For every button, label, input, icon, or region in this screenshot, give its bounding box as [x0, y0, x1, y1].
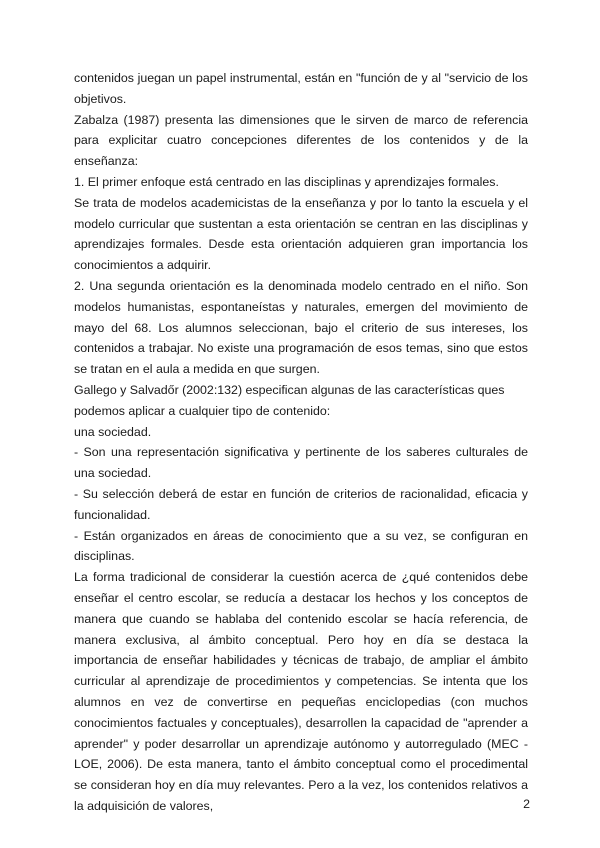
list-item-representation: - Son una representación significativa y pertinente de los saberes culturales de una sociedad. [74, 445, 528, 481]
body-text [74, 68, 528, 817]
paragraph-objectives-continuation: contenidos juegan un papel instrumental, están en "función de y al "servicio de los objetivos. [74, 71, 528, 106]
paragraph-gallego-salvador: Gallego y Salvadőr (2002:132) especifican algunas de las características ques podemos aplicar a cualquier tipo de contenido: [74, 382, 505, 418]
paragraph-una-sociedad: una sociedad. [74, 424, 152, 439]
paragraph-second-orientation: 2. Una segunda orientación es la denominada modelo centrado en el niño. Son modelos humanistas, espontaneístas y naturales, emergen del movimiento de mayo del 68. Los alumnos seleccionan, bajo el criterio de sus intereses, los contenidos a trabajar. No existe una programación de esos temas, sino que estos se tratan en el aula a medida en que surgen. [74, 278, 528, 377]
list-item-organization: - Están organizados en áreas de conocimiento que a su vez, se configuran en disciplinas. [74, 528, 528, 564]
paragraph-first-approach: 1. El primer enfoque está centrado en las disciplinas y aprendizajes formales. [74, 174, 499, 189]
paragraph-academicist-models: Se trata de modelos academicistas de la enseñanza y por lo tanto la escuela y el modelo curricular que sustentan a esta orientación se centran en las disciplinas y aprendizajes formales. Desde esta orientación adquieren gran importancia los conocimientos a adquirir. [74, 195, 528, 273]
paragraph-traditional-view: La forma tradicional de considerar la cuestión acerca de ¿qué contenidos debe enseñar el centro escolar, se reducía a destacar los hechos y los conceptos de manera que cuando se hablaba del contenido escolar se hacía referencia, de manera exclusiva, al ámbito conceptual. Pero hoy en día se destaca la importancia de enseñar habilidades y técnicas de trabajo, de ampliar el ámbito curricular al aprendizaje de procedimientos y competencias. Se intenta que los alumnos en vez de convertirse en pequeñas enciclopedias (con muchos conocimientos factuales y conceptuales), desarrollen la capacidad de "aprender a aprender" y poder desarrollar un aprendizaje autónomo y autorregulado (MEC - LOE, 2006). De esta manera, tanto el ámbito conceptual como el procedimental se consideran hoy en día muy relevantes. Pero a la vez, los contenidos relativos a la adquisición de valores, [74, 570, 528, 813]
paragraph-zabalza: Zabalza (1987) presenta las dimensiones que le sirven de marco de referencia para explicitar cuatro concepciones diferentes de los contenidos y de la enseñanza: [74, 112, 528, 169]
list-item-selection: - Su selección deberá de estar en función de criterios de racionalidad, eficacia y funcionalidad. [74, 486, 528, 522]
page-number: 2 [523, 797, 530, 811]
